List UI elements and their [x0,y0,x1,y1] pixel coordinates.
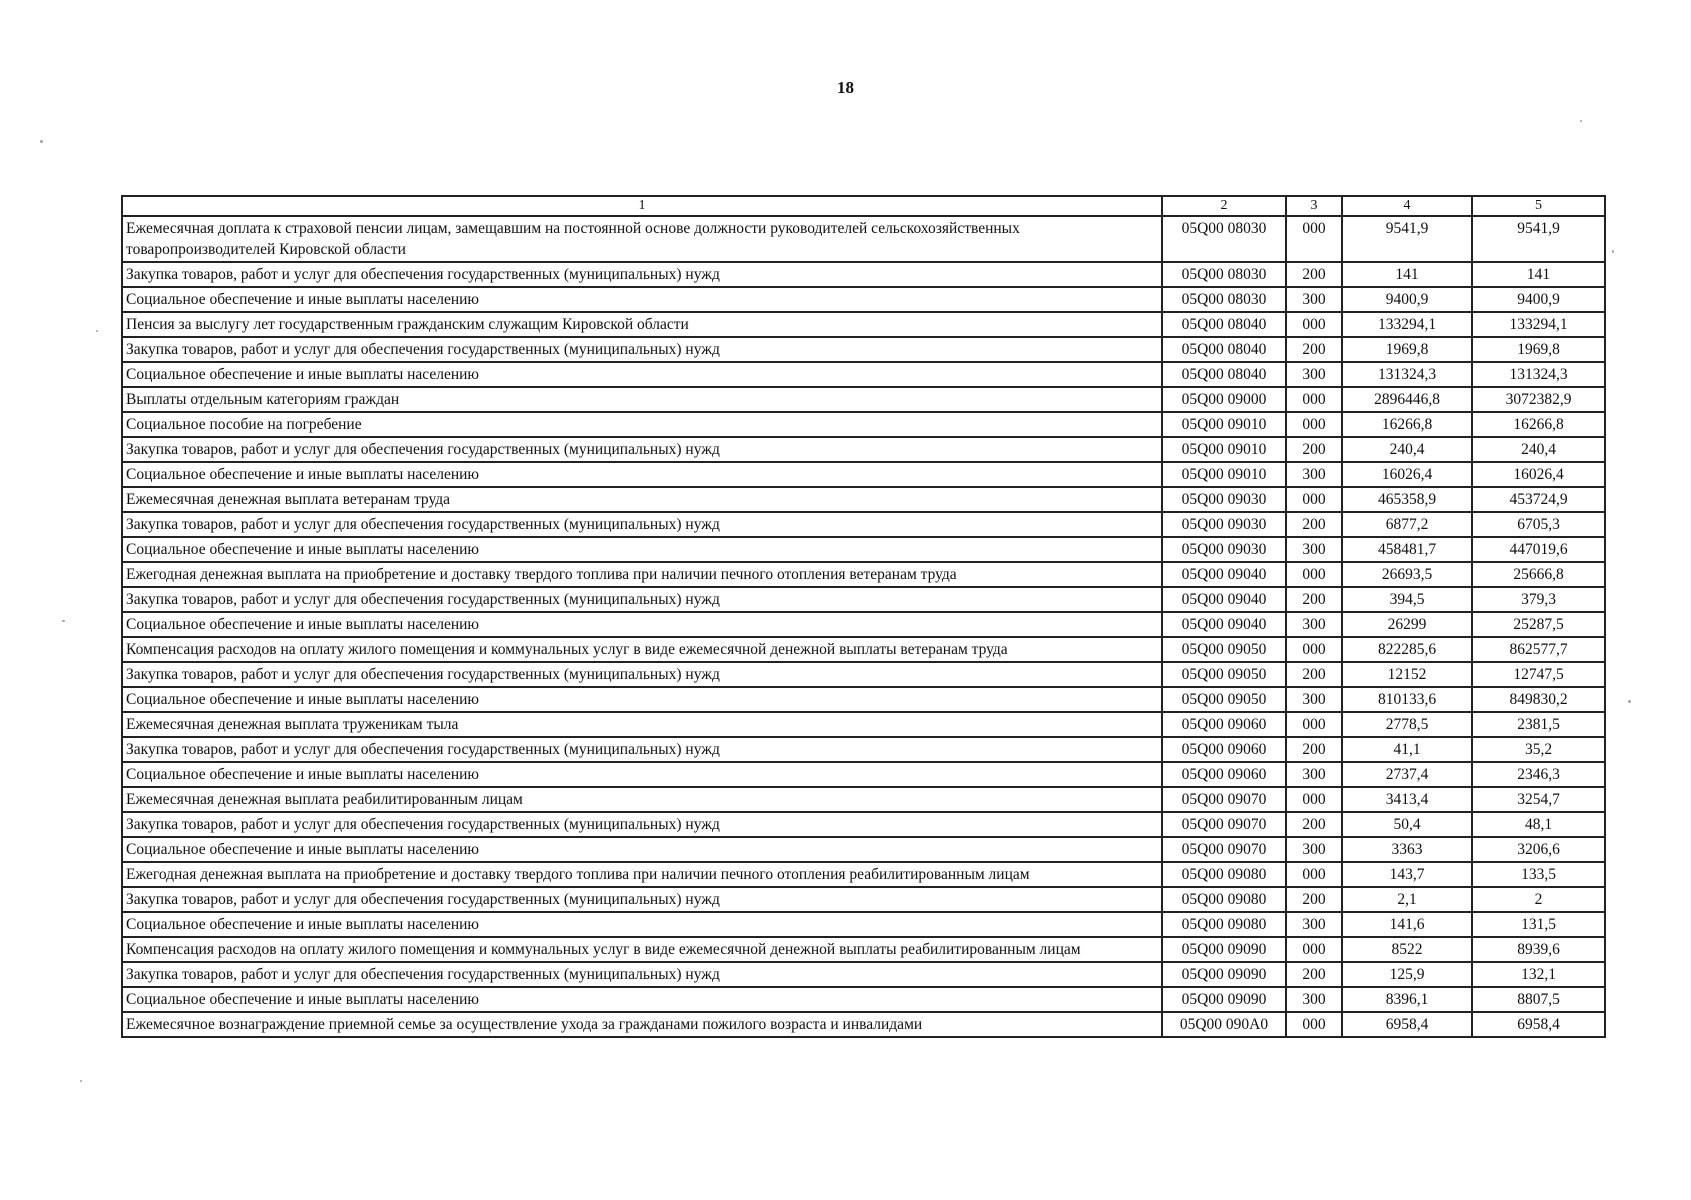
target-code-cell: 05Q00 09070 [1162,812,1286,837]
amount-col4-cell: 2737,4 [1342,762,1472,787]
expense-type-cell: 300 [1286,612,1342,637]
target-code-cell: 05Q00 090A0 [1162,1012,1286,1037]
expense-type-cell: 000 [1286,787,1342,812]
amount-col5-cell: 447019,6 [1472,537,1605,562]
expense-name-cell: Закупка товаров, работ и услуг для обеспечения государственных (муниципальных) нужд [122,887,1162,912]
amount-col5-cell: 862577,7 [1472,637,1605,662]
table-row [122,862,1605,887]
amount-col5-cell: 141 [1472,262,1605,287]
expense-name-cell: Ежемесячная денежная выплата ветеранам труда [122,487,1162,512]
expense-name-cell: Ежемесячная денежная выплата реабилитированным лицам [122,787,1162,812]
scan-speck [1612,250,1614,253]
table-row [122,637,1605,662]
expense-type-cell: 000 [1286,712,1342,737]
amount-col4-cell: 143,7 [1342,862,1472,887]
table-row [122,437,1605,462]
amount-col5-cell: 25666,8 [1472,562,1605,587]
table-row [122,762,1605,787]
table-row [122,537,1605,562]
amount-col4-cell: 1969,8 [1342,337,1472,362]
table-row [122,937,1605,962]
table-row [122,662,1605,687]
expense-name-cell: Ежемесячная доплата к страховой пенсии лицам, замещавшим на постоянной основе должности руководителей сельскохозяйственных товаропроизводителей Кировской области [122,216,1162,262]
amount-col4-cell: 9541,9 [1342,216,1472,262]
expense-type-cell: 200 [1286,512,1342,537]
target-code-cell: 05Q00 09010 [1162,462,1286,487]
expense-name-cell: Социальное обеспечение и иные выплаты населению [122,987,1162,1012]
table-row [122,387,1605,412]
expense-type-cell: 300 [1286,287,1342,312]
column-number-row [122,196,1605,216]
table-row [122,262,1605,287]
amount-col4-cell: 141,6 [1342,912,1472,937]
expense-name-cell: Выплаты отдельным категориям граждан [122,387,1162,412]
amount-col4-cell: 2778,5 [1342,712,1472,737]
amount-col4-cell: 26299 [1342,612,1472,637]
amount-col4-cell: 394,5 [1342,587,1472,612]
target-code-cell: 05Q00 08030 [1162,216,1286,262]
table-row [122,362,1605,387]
expense-type-cell: 000 [1286,216,1342,262]
amount-col4-cell: 50,4 [1342,812,1472,837]
amount-col5-cell: 132,1 [1472,962,1605,987]
column-number-1: 1 [122,196,1162,216]
table-row [122,887,1605,912]
amount-col4-cell: 8522 [1342,937,1472,962]
target-code-cell: 05Q00 08030 [1162,262,1286,287]
expense-name-cell: Закупка товаров, работ и услуг для обеспечения государственных (муниципальных) нужд [122,812,1162,837]
expense-type-cell: 200 [1286,887,1342,912]
target-code-cell: 05Q00 08040 [1162,337,1286,362]
amount-col5-cell: 2 [1472,887,1605,912]
target-code-cell: 05Q00 09030 [1162,487,1286,512]
column-number-4: 4 [1342,196,1472,216]
target-code-cell: 05Q00 09040 [1162,562,1286,587]
column-number-3: 3 [1286,196,1342,216]
amount-col5-cell: 12747,5 [1472,662,1605,687]
expense-type-cell: 000 [1286,562,1342,587]
expense-type-cell: 000 [1286,412,1342,437]
target-code-cell: 05Q00 08030 [1162,287,1286,312]
scan-speck [1580,120,1582,122]
amount-col5-cell: 25287,5 [1472,612,1605,637]
amount-col5-cell: 131324,3 [1472,362,1605,387]
table-row [122,512,1605,537]
target-code-cell: 05Q00 09060 [1162,737,1286,762]
amount-col4-cell: 822285,6 [1342,637,1472,662]
expense-type-cell: 000 [1286,487,1342,512]
target-code-cell: 05Q00 09030 [1162,512,1286,537]
expense-type-cell: 300 [1286,462,1342,487]
expense-name-cell: Закупка товаров, работ и услуг для обеспечения государственных (муниципальных) нужд [122,437,1162,462]
scan-speck [96,330,98,332]
amount-col5-cell: 240,4 [1472,437,1605,462]
amount-col5-cell: 9541,9 [1472,216,1605,262]
expense-name-cell: Ежемесячная денежная выплата труженикам тыла [122,712,1162,737]
expense-name-cell: Социальное обеспечение и иные выплаты населению [122,462,1162,487]
expense-type-cell: 300 [1286,987,1342,1012]
column-number-5: 5 [1472,196,1605,216]
amount-col5-cell: 8939,6 [1472,937,1605,962]
target-code-cell: 05Q00 09050 [1162,687,1286,712]
expense-name-cell: Социальное обеспечение и иные выплаты населению [122,537,1162,562]
table-row [122,287,1605,312]
expense-name-cell: Пенсия за выслугу лет государственным гражданским служащим Кировской области [122,312,1162,337]
expense-name-cell: Социальное обеспечение и иные выплаты населению [122,287,1162,312]
scan-speck [62,620,65,622]
expense-type-cell: 000 [1286,862,1342,887]
table-row [122,912,1605,937]
expense-name-cell: Социальное обеспечение и иные выплаты населению [122,362,1162,387]
expense-type-cell: 300 [1286,687,1342,712]
amount-col5-cell: 8807,5 [1472,987,1605,1012]
amount-col4-cell: 6877,2 [1342,512,1472,537]
scan-speck [1628,700,1631,703]
amount-col4-cell: 240,4 [1342,437,1472,462]
expense-name-cell: Закупка товаров, работ и услуг для обеспечения государственных (муниципальных) нужд [122,337,1162,362]
expense-name-cell: Социальное обеспечение и иные выплаты населению [122,762,1162,787]
target-code-cell: 05Q00 09080 [1162,862,1286,887]
expense-type-cell: 300 [1286,912,1342,937]
target-code-cell: 05Q00 08040 [1162,362,1286,387]
target-code-cell: 05Q00 08040 [1162,312,1286,337]
expense-type-cell: 200 [1286,962,1342,987]
target-code-cell: 05Q00 09040 [1162,612,1286,637]
table-row [122,812,1605,837]
expense-name-cell: Ежегодная денежная выплата на приобретение и доставку твердого топлива при наличии печного отопления ветеранам труда [122,562,1162,587]
table-row [122,687,1605,712]
target-code-cell: 05Q00 09060 [1162,712,1286,737]
expense-name-cell: Компенсация расходов на оплату жилого помещения и коммунальных услуг в виде ежемесячной денежной выплаты реабилитированным лицам [122,937,1162,962]
amount-col5-cell: 3206,6 [1472,837,1605,862]
table-row [122,787,1605,812]
expense-type-cell: 200 [1286,662,1342,687]
amount-col4-cell: 16026,4 [1342,462,1472,487]
amount-col4-cell: 3413,4 [1342,787,1472,812]
amount-col5-cell: 131,5 [1472,912,1605,937]
expense-type-cell: 200 [1286,262,1342,287]
expense-name-cell: Социальное обеспечение и иные выплаты населению [122,912,1162,937]
table-row [122,562,1605,587]
table-row [122,487,1605,512]
expense-type-cell: 000 [1286,1012,1342,1037]
amount-col5-cell: 35,2 [1472,737,1605,762]
expense-name-cell: Закупка товаров, работ и услуг для обеспечения государственных (муниципальных) нужд [122,737,1162,762]
amount-col4-cell: 458481,7 [1342,537,1472,562]
target-code-cell: 05Q00 09030 [1162,537,1286,562]
table-row [122,837,1605,862]
expense-name-cell: Закупка товаров, работ и услуг для обеспечения государственных (муниципальных) нужд [122,587,1162,612]
expense-type-cell: 000 [1286,637,1342,662]
amount-col4-cell: 16266,8 [1342,412,1472,437]
expense-type-cell: 200 [1286,812,1342,837]
expense-type-cell: 300 [1286,537,1342,562]
amount-col5-cell: 133,5 [1472,862,1605,887]
page-number: 18 [837,78,854,97]
expense-name-cell: Компенсация расходов на оплату жилого помещения и коммунальных услуг в виде ежемесячной денежной выплаты ветеранам труда [122,637,1162,662]
target-code-cell: 05Q00 09090 [1162,987,1286,1012]
expense-name-cell: Закупка товаров, работ и услуг для обеспечения государственных (муниципальных) нужд [122,262,1162,287]
amount-col5-cell: 16026,4 [1472,462,1605,487]
expense-type-cell: 300 [1286,837,1342,862]
expense-name-cell: Ежемесячное вознаграждение приемной семье за осуществление ухода за гражданами пожилого возраста и инвалидами [122,1012,1162,1037]
target-code-cell: 05Q00 09070 [1162,837,1286,862]
budget-table [121,195,1606,1038]
amount-col5-cell: 16266,8 [1472,412,1605,437]
target-code-cell: 05Q00 09010 [1162,437,1286,462]
expense-type-cell: 000 [1286,387,1342,412]
expense-name-cell: Ежегодная денежная выплата на приобретение и доставку твердого топлива при наличии печного отопления реабилитированным лицам [122,862,1162,887]
table-row [122,462,1605,487]
table-row [122,412,1605,437]
expense-name-cell: Закупка товаров, работ и услуг для обеспечения государственных (муниципальных) нужд [122,962,1162,987]
expense-name-cell: Социальное обеспечение и иные выплаты населению [122,837,1162,862]
expense-name-cell: Закупка товаров, работ и услуг для обеспечения государственных (муниципальных) нужд [122,512,1162,537]
expense-type-cell: 200 [1286,737,1342,762]
table-row [122,612,1605,637]
table-row [122,962,1605,987]
expense-type-cell: 300 [1286,762,1342,787]
expense-type-cell: 000 [1286,937,1342,962]
table-row [122,1012,1605,1037]
amount-col5-cell: 3254,7 [1472,787,1605,812]
amount-col5-cell: 2381,5 [1472,712,1605,737]
amount-col4-cell: 6958,4 [1342,1012,1472,1037]
expense-name-cell: Социальное пособие на погребение [122,412,1162,437]
amount-col4-cell: 131324,3 [1342,362,1472,387]
amount-col5-cell: 6958,4 [1472,1012,1605,1037]
target-code-cell: 05Q00 09010 [1162,412,1286,437]
amount-col5-cell: 9400,9 [1472,287,1605,312]
amount-col4-cell: 8396,1 [1342,987,1472,1012]
target-code-cell: 05Q00 09080 [1162,912,1286,937]
table-row [122,312,1605,337]
table-row [122,737,1605,762]
target-code-cell: 05Q00 09090 [1162,962,1286,987]
table-row [122,987,1605,1012]
table-row [122,712,1605,737]
amount-col4-cell: 3363 [1342,837,1472,862]
amount-col5-cell: 133294,1 [1472,312,1605,337]
amount-col4-cell: 2,1 [1342,887,1472,912]
amount-col5-cell: 6705,3 [1472,512,1605,537]
target-code-cell: 05Q00 09050 [1162,662,1286,687]
expense-type-cell: 300 [1286,362,1342,387]
expense-name-cell: Социальное обеспечение и иные выплаты населению [122,612,1162,637]
target-code-cell: 05Q00 09080 [1162,887,1286,912]
amount-col5-cell: 849830,2 [1472,687,1605,712]
amount-col5-cell: 453724,9 [1472,487,1605,512]
amount-col4-cell: 465358,9 [1342,487,1472,512]
target-code-cell: 05Q00 09070 [1162,787,1286,812]
scan-speck [80,1080,82,1082]
amount-col4-cell: 125,9 [1342,962,1472,987]
expense-type-cell: 200 [1286,437,1342,462]
table-row [122,337,1605,362]
table-row [122,216,1605,262]
amount-col4-cell: 41,1 [1342,737,1472,762]
expense-type-cell: 000 [1286,312,1342,337]
target-code-cell: 05Q00 09060 [1162,762,1286,787]
amount-col5-cell: 48,1 [1472,812,1605,837]
scan-speck [40,140,43,143]
amount-col4-cell: 26693,5 [1342,562,1472,587]
amount-col5-cell: 1969,8 [1472,337,1605,362]
amount-col4-cell: 2896446,8 [1342,387,1472,412]
amount-col4-cell: 12152 [1342,662,1472,687]
amount-col5-cell: 379,3 [1472,587,1605,612]
amount-col4-cell: 141 [1342,262,1472,287]
expense-type-cell: 200 [1286,337,1342,362]
expense-type-cell: 200 [1286,587,1342,612]
amount-col5-cell: 2346,3 [1472,762,1605,787]
amount-col4-cell: 810133,6 [1342,687,1472,712]
expense-name-cell: Закупка товаров, работ и услуг для обеспечения государственных (муниципальных) нужд [122,662,1162,687]
target-code-cell: 05Q00 09050 [1162,637,1286,662]
table-row [122,587,1605,612]
target-code-cell: 05Q00 09000 [1162,387,1286,412]
amount-col4-cell: 9400,9 [1342,287,1472,312]
amount-col5-cell: 3072382,9 [1472,387,1605,412]
column-number-2: 2 [1162,196,1286,216]
target-code-cell: 05Q00 09040 [1162,587,1286,612]
target-code-cell: 05Q00 09090 [1162,937,1286,962]
expense-name-cell: Социальное обеспечение и иные выплаты населению [122,687,1162,712]
amount-col4-cell: 133294,1 [1342,312,1472,337]
